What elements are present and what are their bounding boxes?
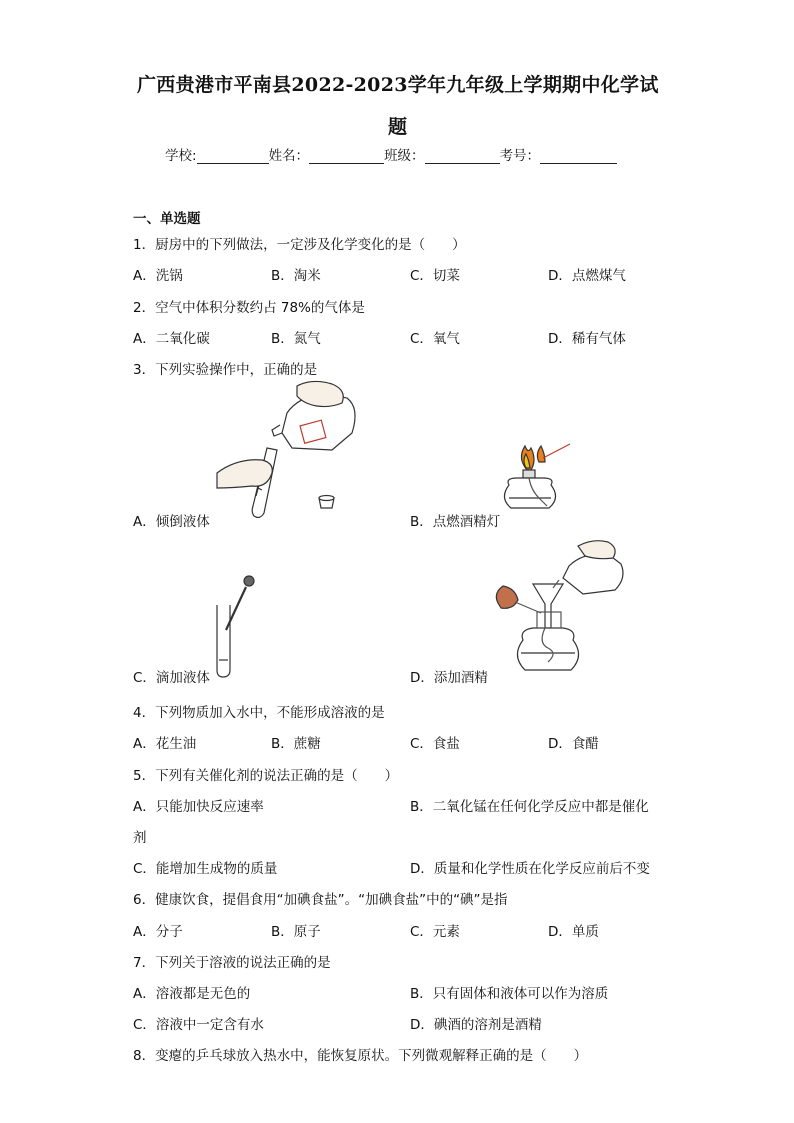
- option-a[interactable]: A．只能加快反应速率: [133, 799, 264, 815]
- option-c[interactable]: C．元素: [410, 924, 460, 940]
- option-c[interactable]: C．溶液中一定含有水: [133, 1017, 264, 1033]
- option-d[interactable]: D．质量和化学性质在化学反应前后不变: [410, 861, 650, 877]
- option-b[interactable]: B．淘米: [271, 268, 321, 284]
- dropping-liquid-illustration: [212, 575, 262, 680]
- number-blank[interactable]: [540, 149, 617, 164]
- option-d[interactable]: D．碘酒的溶剂是酒精: [410, 1017, 542, 1033]
- question-stem: 5．下列有关催化剂的说法正确的是（ ）: [133, 768, 399, 784]
- option-a[interactable]: A．洗锅: [133, 268, 183, 284]
- option-b-continuation: 剂: [133, 830, 147, 846]
- school-label: 学校:: [165, 148, 197, 164]
- option-c[interactable]: C．能增加生成物的质量: [133, 861, 278, 877]
- question-stem: 6．健康饮食，提倡食用“加碘食盐”。“加碘食盐”中的“碘”是指: [133, 892, 508, 908]
- option-b[interactable]: B．蔗糖: [271, 736, 321, 752]
- question-stem: 3．下列实验操作中，正确的是: [133, 362, 318, 378]
- option-a[interactable]: A．溶液都是无色的: [133, 986, 251, 1002]
- option-a[interactable]: A．花生油: [133, 736, 197, 752]
- page-title: 广西贵港市平南县2022-2023学年九年级上学期期中化学试: [137, 74, 659, 96]
- name-blank[interactable]: [309, 149, 384, 164]
- option-d[interactable]: D．点燃煤气: [548, 268, 626, 284]
- question-stem: 2．空气中体积分数约占 78%的气体是: [133, 300, 365, 316]
- option-b[interactable]: B．点燃酒精灯: [410, 514, 501, 530]
- adding-alcohol-illustration: [493, 538, 628, 678]
- option-b[interactable]: B．原子: [271, 924, 321, 940]
- option-d[interactable]: D．单质: [548, 924, 599, 940]
- class-blank[interactable]: [425, 149, 500, 164]
- question-stem: 4．下列物质加入水中，不能形成溶液的是: [133, 705, 385, 721]
- option-d[interactable]: D．食醋: [548, 736, 599, 752]
- lighting-alcohol-lamp-illustration: [495, 440, 575, 520]
- option-b[interactable]: B．只有固体和液体可以作为溶质: [410, 986, 609, 1002]
- option-d[interactable]: D．添加酒精: [410, 670, 488, 686]
- question-stem: 8．变瘪的乒乓球放入热水中，能恢复原状。下列微观解释正确的是（ ）: [133, 1048, 588, 1064]
- number-label: 考号：: [499, 148, 541, 164]
- option-a[interactable]: A．倾倒液体: [133, 514, 210, 530]
- option-c[interactable]: C．滴加液体: [133, 670, 210, 686]
- school-blank[interactable]: [197, 149, 269, 164]
- option-c[interactable]: C．切菜: [410, 268, 460, 284]
- option-a[interactable]: A．分子: [133, 924, 183, 940]
- name-label: 姓名：: [268, 148, 310, 164]
- option-a[interactable]: A．二氧化碳: [133, 331, 210, 347]
- student-info-line: [165, 144, 617, 164]
- page-title-continuation: 题: [388, 116, 408, 138]
- question-stem: 1．厨房中的下列做法，一定涉及化学变化的是（ ）: [133, 237, 466, 253]
- option-b[interactable]: B．二氧化锰在任何化学反应中都是催化: [410, 799, 649, 815]
- section-heading: 一、单选题: [133, 211, 201, 227]
- option-c[interactable]: C．食盐: [410, 736, 460, 752]
- pouring-liquid-illustration: [212, 378, 362, 520]
- option-b[interactable]: B．氮气: [271, 331, 321, 347]
- question-stem: 7．下列关于溶液的说法正确的是: [133, 955, 331, 971]
- class-label: 班级：: [384, 148, 425, 164]
- option-d[interactable]: D．稀有气体: [548, 331, 626, 347]
- option-c[interactable]: C．氧气: [410, 331, 460, 347]
